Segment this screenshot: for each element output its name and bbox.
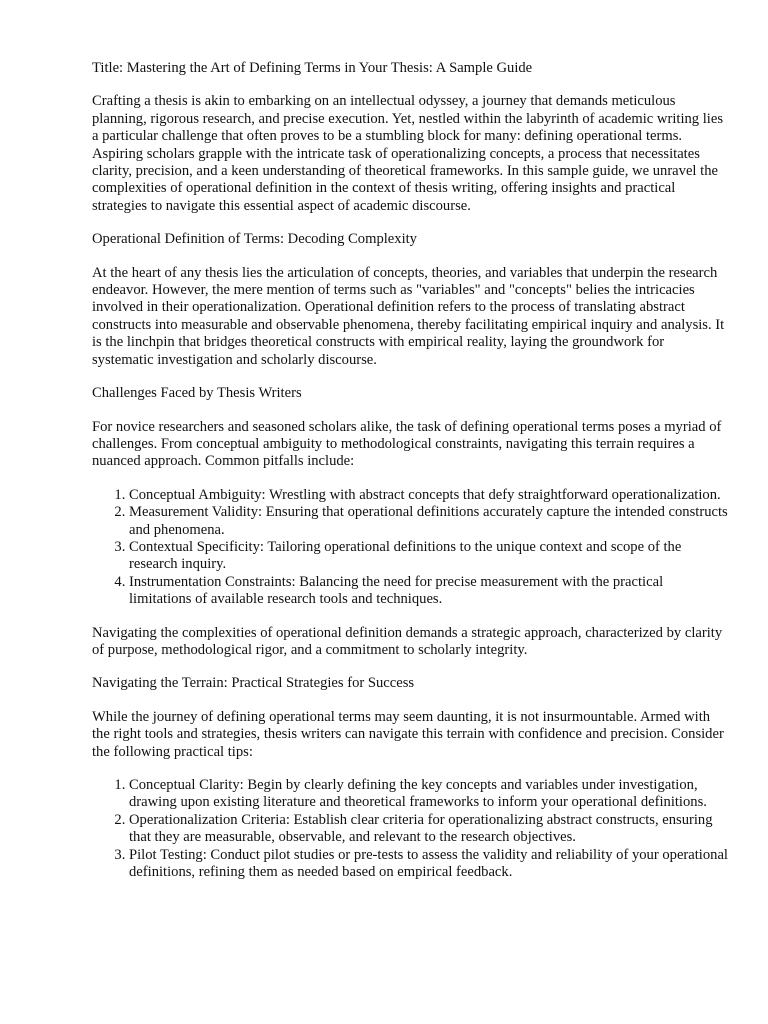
section-body-strategies: While the journey of defining operational terms may seem daunting, it is not insurmountable. Armed with the right tools and strategies, thesis writers can navigate this terrain with confidence and precision. Consider the following practical tips: [92, 708, 724, 760]
list-item: 1. Conceptual Ambiguity: Wrestling with abstract concepts that defy straightforward operationalization. [129, 487, 728, 504]
list-item: 3. Pilot Testing: Conduct pilot studies or pre-tests to assess the validity and reliability of your operational definitions, refining them as needed based on empirical feedback. [129, 847, 728, 882]
list-item: 4. Instrumentation Constraints: Balancing the need for precise measurement with the practical limitations of available research tools and techniques. [129, 574, 728, 609]
section-body-operational-definition: At the heart of any thesis lies the articulation of concepts, theories, and variables that underpin the research endeavor. However, the mere mention of terms such as "variables" and "concepts" belies the intricacies involved in their operationalization. Operational definition refers to the process of translating abstract constructs into measurable and observable phenomena, thereby facilitating empirical inquiry and analysis. It is the linchpin that bridges theoretical constructs with empirical reality, laying the groundwork for systematic investigation and scholarly discourse. [92, 264, 725, 368]
list-item: 3. Contextual Specificity: Tailoring operational definitions to the unique context and scope of the research inquiry. [129, 539, 728, 574]
section-heading-challenges: Challenges Faced by Thesis Writers [92, 385, 302, 402]
section-heading-operational-definition: Operational Definition of Terms: Decoding Complexity [92, 231, 417, 248]
list-item: 1. Conceptual Clarity: Begin by clearly defining the key concepts and variables under investigation, drawing upon existing literature and theoretical frameworks to inform your operational definitions. [129, 777, 728, 812]
document-title: Title: Mastering the Art of Defining Terms in Your Thesis: A Sample Guide [92, 60, 533, 76]
intro-paragraph: Crafting a thesis is akin to embarking on an intellectual odyssey, a journey that demands meticulous planning, rigorous research, and precise execution. Yet, nestled within the labyrinth of academic writing lies a particular challenge that often proves to be a stumbling block for many: defining operational terms. Aspiring scholars grapple with the intricate task of operationalizing concepts, a process that necessitates clarity, precision, and a keen understanding of theoretical frameworks. In this sample guide, we unravel the complexities of operational definition in the context of thesis writing, offering insights and practical strategies to navigate this essential aspect of academic discourse. [92, 93, 724, 214]
list-item: 2. Operationalization Criteria: Establish clear criteria for operationalizing abstract constructs, ensuring that they are measurable, observable, and relevant to the research objectives. [129, 812, 728, 847]
strategies-list [92, 777, 728, 881]
challenges-list [92, 487, 728, 609]
section-closing-challenges: Navigating the complexities of operational definition demands a strategic approach, characterized by clarity of purpose, methodological rigor, and a commitment to scholarly integrity. [92, 624, 723, 658]
section-body-challenges: For novice researchers and seasoned scholars alike, the task of defining operational terms poses a myriad of challenges. From conceptual ambiguity to methodological constraints, navigating this terrain requires a nuanced approach. Common pitfalls include: [92, 418, 722, 470]
list-item: 2. Measurement Validity: Ensuring that operational definitions accurately capture the intended constructs and phenomena. [129, 504, 728, 539]
section-heading-strategies: Navigating the Terrain: Practical Strategies for Success [92, 675, 415, 692]
